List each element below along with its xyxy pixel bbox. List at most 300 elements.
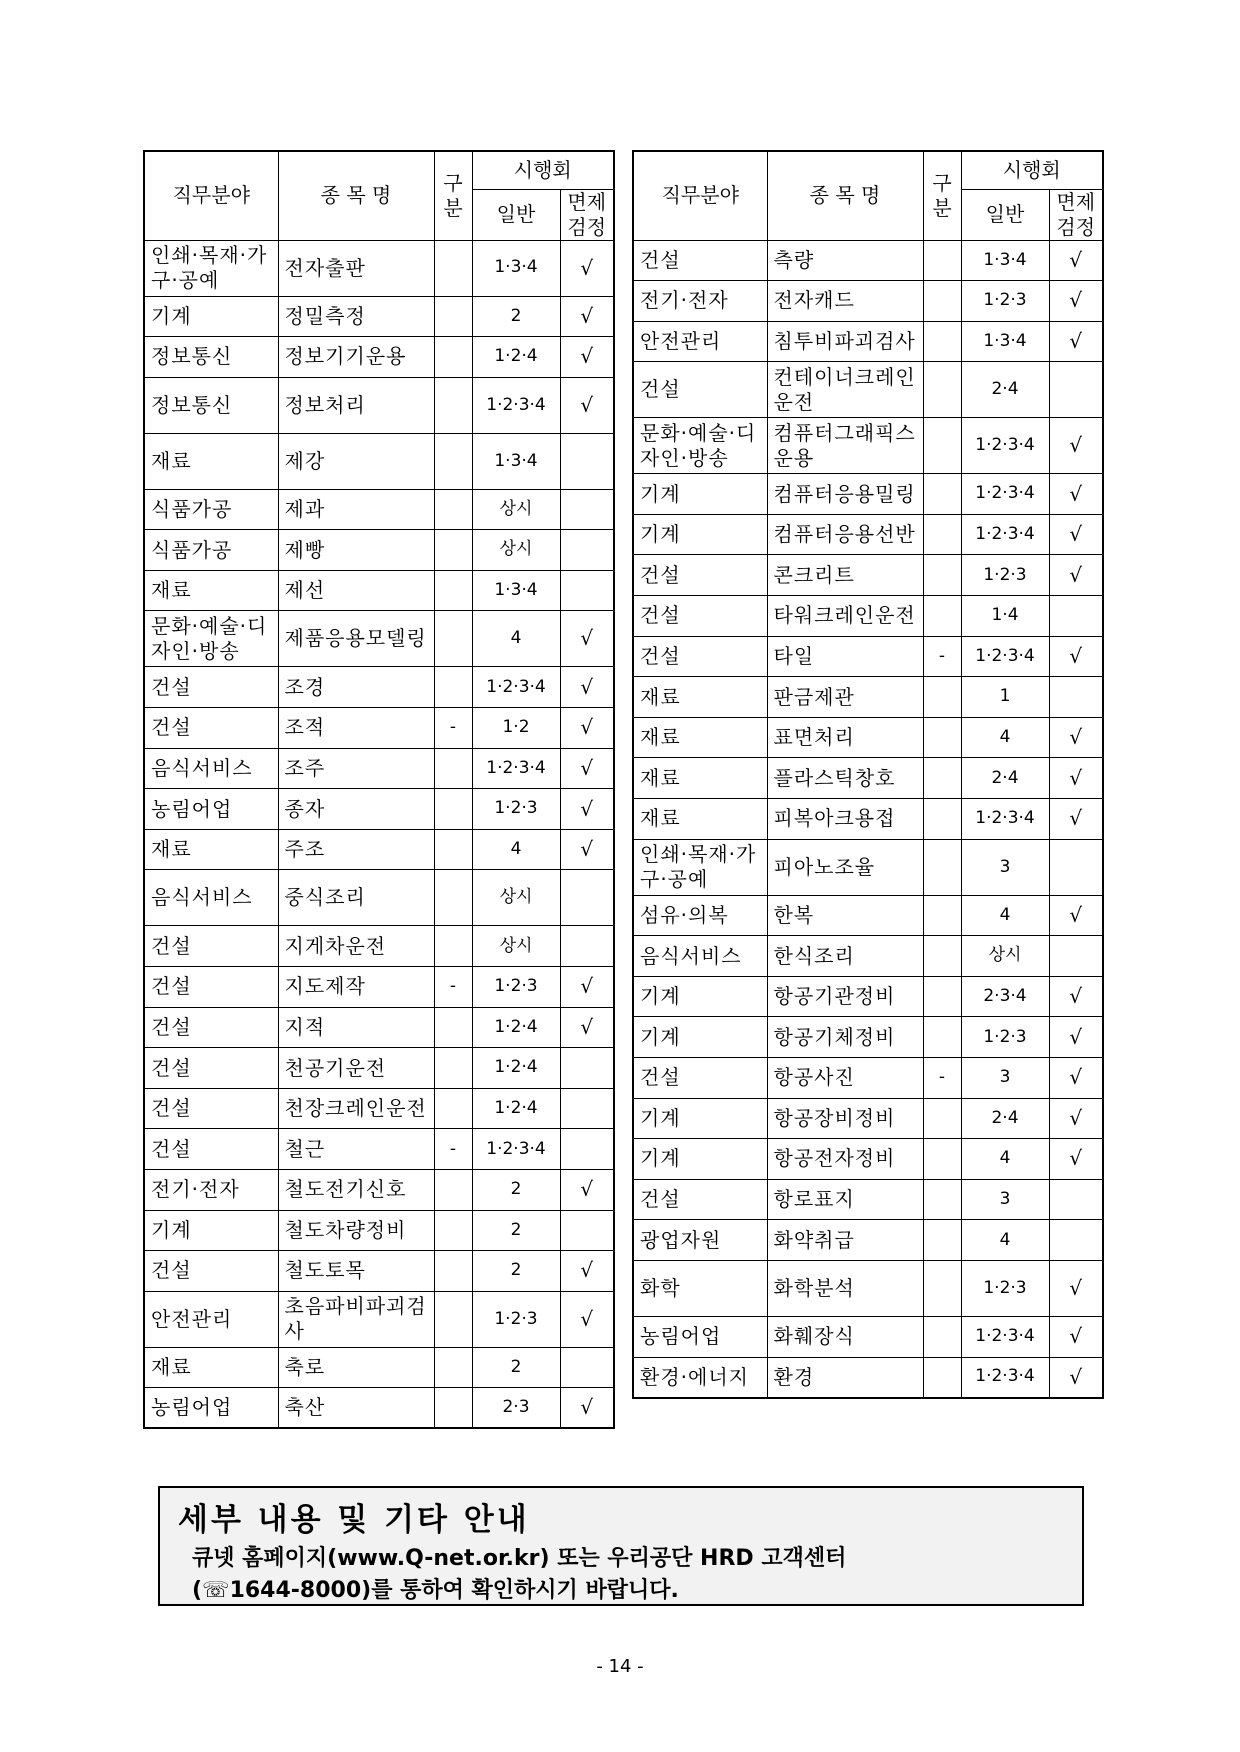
gubun-cell bbox=[923, 474, 961, 515]
gubun-cell bbox=[434, 433, 472, 489]
gubun-cell bbox=[923, 1017, 961, 1058]
header-name: 종 목 명 bbox=[767, 151, 923, 240]
exempt-cell: √ bbox=[1049, 474, 1103, 515]
field-cell: 기계 bbox=[633, 1139, 767, 1180]
table-body-right bbox=[633, 240, 1103, 1398]
field-cell: 식품가공 bbox=[144, 530, 278, 571]
gubun-cell: - bbox=[923, 1058, 961, 1099]
exempt-cell: √ bbox=[1049, 418, 1103, 474]
table-row bbox=[633, 976, 1103, 1017]
general-cell: 1·3·4 bbox=[961, 240, 1049, 281]
field-cell: 건설 bbox=[144, 926, 278, 967]
table-row bbox=[633, 281, 1103, 322]
exempt-cell: √ bbox=[1049, 514, 1103, 555]
general-cell: 4 bbox=[472, 829, 560, 870]
table-row bbox=[144, 570, 614, 611]
field-cell: 재료 bbox=[633, 717, 767, 758]
gubun-cell bbox=[434, 870, 472, 926]
exempt-cell: √ bbox=[560, 1388, 614, 1429]
general-cell: 상시 bbox=[472, 489, 560, 530]
general-cell: 1·2·3 bbox=[961, 1017, 1049, 1058]
name-cell: 피복아크용접 bbox=[767, 799, 923, 840]
table-row bbox=[144, 1291, 614, 1347]
general-cell: 4 bbox=[961, 895, 1049, 936]
name-cell: 환경 bbox=[767, 1357, 923, 1398]
general-cell: 3 bbox=[961, 1179, 1049, 1220]
table-row bbox=[144, 1088, 614, 1129]
table-row bbox=[633, 758, 1103, 799]
name-cell: 표면처리 bbox=[767, 717, 923, 758]
field-cell: 재료 bbox=[144, 570, 278, 611]
general-cell: 2 bbox=[472, 296, 560, 337]
table-row bbox=[144, 337, 614, 378]
gubun-cell bbox=[923, 321, 961, 362]
field-cell: 안전관리 bbox=[633, 321, 767, 362]
gubun-cell: - bbox=[434, 1129, 472, 1170]
field-cell: 음식서비스 bbox=[633, 936, 767, 977]
gubun-cell bbox=[923, 1179, 961, 1220]
table-row bbox=[633, 717, 1103, 758]
field-cell: 광업자원 bbox=[633, 1220, 767, 1261]
field-cell: 기계 bbox=[633, 474, 767, 515]
exempt-cell bbox=[560, 926, 614, 967]
general-cell: 1·2·3·4 bbox=[961, 1357, 1049, 1398]
name-cell: 천장크레인운전 bbox=[278, 1088, 434, 1129]
exempt-cell: √ bbox=[1049, 1017, 1103, 1058]
field-cell: 문화·예술·디자인·방송 bbox=[144, 611, 278, 667]
name-cell: 중식조리 bbox=[278, 870, 434, 926]
table-row bbox=[633, 1220, 1103, 1261]
name-cell: 철도차량정비 bbox=[278, 1210, 434, 1251]
name-cell: 항공사진 bbox=[767, 1058, 923, 1099]
name-cell: 항공전자정비 bbox=[767, 1139, 923, 1180]
gubun-cell bbox=[923, 1260, 961, 1316]
field-cell: 기계 bbox=[144, 296, 278, 337]
table-row bbox=[633, 636, 1103, 677]
exempt-cell: √ bbox=[560, 1170, 614, 1211]
name-cell: 조주 bbox=[278, 748, 434, 789]
field-cell: 기계 bbox=[633, 976, 767, 1017]
field-cell: 음식서비스 bbox=[144, 870, 278, 926]
name-cell: 지도제작 bbox=[278, 967, 434, 1008]
field-cell: 건설 bbox=[144, 1048, 278, 1089]
gubun-cell bbox=[923, 555, 961, 596]
field-cell: 식품가공 bbox=[144, 489, 278, 530]
header-rounds: 시행회 bbox=[961, 151, 1103, 189]
gubun-cell: - bbox=[434, 967, 472, 1008]
name-cell: 지적 bbox=[278, 1007, 434, 1048]
general-cell: 1·4 bbox=[961, 596, 1049, 637]
gubun-cell bbox=[923, 936, 961, 977]
name-cell: 컴퓨터응용선반 bbox=[767, 514, 923, 555]
general-cell: 1·2·3·4 bbox=[472, 748, 560, 789]
gubun-cell bbox=[923, 1098, 961, 1139]
general-cell: 1·2·3·4 bbox=[961, 799, 1049, 840]
general-cell: 2·4 bbox=[961, 758, 1049, 799]
name-cell: 정보처리 bbox=[278, 377, 434, 433]
general-cell: 2 bbox=[472, 1170, 560, 1211]
general-cell: 3 bbox=[961, 1058, 1049, 1099]
gubun-cell bbox=[923, 976, 961, 1017]
exempt-cell: √ bbox=[1049, 321, 1103, 362]
general-cell: 상시 bbox=[472, 530, 560, 571]
name-cell: 조적 bbox=[278, 708, 434, 749]
exempt-cell: √ bbox=[560, 708, 614, 749]
gubun-cell bbox=[923, 758, 961, 799]
general-cell: 1·2·3·4 bbox=[961, 474, 1049, 515]
general-cell: 1·2·3·4 bbox=[472, 667, 560, 708]
header-exempt: 면제검정 bbox=[1049, 189, 1103, 240]
table-row bbox=[633, 1058, 1103, 1099]
exempt-cell: √ bbox=[560, 377, 614, 433]
field-cell: 기계 bbox=[633, 1098, 767, 1139]
name-cell: 화훼장식 bbox=[767, 1316, 923, 1357]
field-cell: 건설 bbox=[633, 596, 767, 637]
exempt-cell bbox=[560, 1129, 614, 1170]
exempt-cell: √ bbox=[1049, 636, 1103, 677]
table-row bbox=[633, 1260, 1103, 1316]
general-cell: 1·2·3·4 bbox=[961, 1316, 1049, 1357]
gubun-cell bbox=[434, 377, 472, 433]
table-row bbox=[144, 377, 614, 433]
name-cell: 제강 bbox=[278, 433, 434, 489]
gubun-cell bbox=[923, 514, 961, 555]
exempt-cell: √ bbox=[1049, 717, 1103, 758]
field-cell: 전기·전자 bbox=[633, 281, 767, 322]
name-cell: 타일 bbox=[767, 636, 923, 677]
general-cell: 4 bbox=[961, 1139, 1049, 1180]
exempt-cell bbox=[560, 870, 614, 926]
field-cell: 환경·에너지 bbox=[633, 1357, 767, 1398]
exempt-cell: √ bbox=[1049, 1260, 1103, 1316]
general-cell: 1·2·3 bbox=[472, 967, 560, 1008]
field-cell: 정보통신 bbox=[144, 377, 278, 433]
field-cell: 안전관리 bbox=[144, 1291, 278, 1347]
field-cell: 기계 bbox=[633, 514, 767, 555]
field-cell: 건설 bbox=[144, 708, 278, 749]
name-cell: 지게차운전 bbox=[278, 926, 434, 967]
general-cell: 1·3·4 bbox=[472, 240, 560, 296]
exempt-cell bbox=[1049, 1179, 1103, 1220]
field-cell: 인쇄·목재·가구·공예 bbox=[633, 839, 767, 895]
gubun-cell bbox=[434, 1007, 472, 1048]
table-row bbox=[633, 895, 1103, 936]
name-cell: 철도전기신호 bbox=[278, 1170, 434, 1211]
table-row bbox=[633, 1179, 1103, 1220]
gubun-cell bbox=[434, 240, 472, 296]
field-cell: 재료 bbox=[633, 677, 767, 718]
field-cell: 재료 bbox=[144, 829, 278, 870]
general-cell: 2 bbox=[472, 1210, 560, 1251]
table-row bbox=[633, 596, 1103, 637]
table-row bbox=[144, 433, 614, 489]
notice-box bbox=[158, 1486, 1084, 1606]
exempt-cell bbox=[1049, 596, 1103, 637]
field-cell: 기계 bbox=[633, 1017, 767, 1058]
gubun-cell bbox=[923, 799, 961, 840]
gubun-cell bbox=[434, 1170, 472, 1211]
general-cell: 1·2·4 bbox=[472, 1007, 560, 1048]
exempt-cell: √ bbox=[560, 667, 614, 708]
general-cell: 2 bbox=[472, 1347, 560, 1388]
exempt-cell bbox=[1049, 936, 1103, 977]
field-cell: 농림어업 bbox=[144, 1388, 278, 1429]
gubun-cell bbox=[434, 611, 472, 667]
field-cell: 건설 bbox=[633, 555, 767, 596]
gubun-cell bbox=[923, 1316, 961, 1357]
exempt-cell: √ bbox=[1049, 555, 1103, 596]
name-cell: 제품응용모델링 bbox=[278, 611, 434, 667]
general-cell: 1·2·4 bbox=[472, 1048, 560, 1089]
gubun-cell bbox=[434, 1347, 472, 1388]
table-row bbox=[144, 1007, 614, 1048]
table-row bbox=[144, 240, 614, 296]
general-cell: 1 bbox=[961, 677, 1049, 718]
table-row bbox=[144, 1347, 614, 1388]
table-row bbox=[144, 748, 614, 789]
exempt-cell bbox=[560, 1210, 614, 1251]
general-cell: 상시 bbox=[472, 870, 560, 926]
general-cell: 2 bbox=[472, 1251, 560, 1292]
gubun-cell bbox=[434, 530, 472, 571]
field-cell: 기계 bbox=[144, 1210, 278, 1251]
exempt-cell bbox=[560, 489, 614, 530]
qualification-table-right bbox=[632, 150, 1104, 1399]
field-cell: 재료 bbox=[633, 799, 767, 840]
name-cell: 천공기운전 bbox=[278, 1048, 434, 1089]
general-cell: 1·2·4 bbox=[472, 1088, 560, 1129]
general-cell: 1·3·4 bbox=[961, 321, 1049, 362]
table-row bbox=[633, 1316, 1103, 1357]
exempt-cell: √ bbox=[1049, 1098, 1103, 1139]
table-row bbox=[633, 1017, 1103, 1058]
table-row bbox=[633, 321, 1103, 362]
table-row bbox=[633, 418, 1103, 474]
name-cell: 화약취급 bbox=[767, 1220, 923, 1261]
field-cell: 건설 bbox=[144, 1007, 278, 1048]
exempt-cell: √ bbox=[560, 789, 614, 830]
field-cell: 정보통신 bbox=[144, 337, 278, 378]
general-cell: 2·3 bbox=[472, 1388, 560, 1429]
field-cell: 건설 bbox=[144, 1088, 278, 1129]
exempt-cell: √ bbox=[560, 1251, 614, 1292]
table-row bbox=[144, 708, 614, 749]
gubun-cell bbox=[923, 1139, 961, 1180]
table-row bbox=[633, 936, 1103, 977]
exempt-cell: √ bbox=[560, 967, 614, 1008]
exempt-cell bbox=[1049, 362, 1103, 418]
name-cell: 축산 bbox=[278, 1388, 434, 1429]
gubun-cell bbox=[434, 1388, 472, 1429]
field-cell: 농림어업 bbox=[633, 1316, 767, 1357]
header-exempt: 면제검정 bbox=[560, 189, 614, 240]
gubun-cell bbox=[434, 570, 472, 611]
field-cell: 재료 bbox=[144, 1347, 278, 1388]
exempt-cell bbox=[560, 1088, 614, 1129]
table-row bbox=[144, 1388, 614, 1429]
general-cell: 4 bbox=[961, 717, 1049, 758]
field-cell: 농림어업 bbox=[144, 789, 278, 830]
exempt-cell: √ bbox=[560, 829, 614, 870]
field-cell: 건설 bbox=[633, 362, 767, 418]
field-cell: 건설 bbox=[633, 636, 767, 677]
notice-title: 세부 내용 및 기타 안내 bbox=[178, 1502, 530, 1538]
general-cell: 1·2·3 bbox=[961, 555, 1049, 596]
exempt-cell bbox=[560, 1048, 614, 1089]
name-cell: 콘크리트 bbox=[767, 555, 923, 596]
name-cell: 전자캐드 bbox=[767, 281, 923, 322]
table-row bbox=[144, 926, 614, 967]
name-cell: 조경 bbox=[278, 667, 434, 708]
gubun-cell bbox=[434, 1291, 472, 1347]
name-cell: 제선 bbox=[278, 570, 434, 611]
name-cell: 컴퓨터응용밀링 bbox=[767, 474, 923, 515]
gubun-cell bbox=[434, 1210, 472, 1251]
general-cell: 3 bbox=[961, 839, 1049, 895]
name-cell: 항공장비정비 bbox=[767, 1098, 923, 1139]
name-cell: 정보기기운용 bbox=[278, 337, 434, 378]
name-cell: 타워크레인운전 bbox=[767, 596, 923, 637]
field-cell: 전기·전자 bbox=[144, 1170, 278, 1211]
general-cell: 2·4 bbox=[961, 362, 1049, 418]
general-cell: 1·2·3 bbox=[961, 281, 1049, 322]
table-row bbox=[633, 677, 1103, 718]
exempt-cell: √ bbox=[1049, 1139, 1103, 1180]
field-cell: 건설 bbox=[144, 667, 278, 708]
page-number: - 14 - bbox=[596, 1656, 644, 1677]
exempt-cell bbox=[560, 1347, 614, 1388]
exempt-cell: √ bbox=[1049, 758, 1103, 799]
exempt-cell bbox=[560, 433, 614, 489]
table-row bbox=[144, 789, 614, 830]
name-cell: 항공기관정비 bbox=[767, 976, 923, 1017]
general-cell: 2·4 bbox=[961, 1098, 1049, 1139]
general-cell: 2·3·4 bbox=[961, 976, 1049, 1017]
general-cell: 상시 bbox=[961, 936, 1049, 977]
gubun-cell bbox=[923, 839, 961, 895]
general-cell: 1·3·4 bbox=[472, 570, 560, 611]
gubun-cell bbox=[923, 717, 961, 758]
exempt-cell bbox=[560, 530, 614, 571]
name-cell: 철근 bbox=[278, 1129, 434, 1170]
gubun-cell bbox=[434, 926, 472, 967]
field-cell: 건설 bbox=[633, 1179, 767, 1220]
exempt-cell: √ bbox=[1049, 240, 1103, 281]
field-cell: 건설 bbox=[144, 1251, 278, 1292]
gubun-cell bbox=[434, 748, 472, 789]
field-cell: 건설 bbox=[633, 1058, 767, 1099]
exempt-cell: √ bbox=[1049, 976, 1103, 1017]
name-cell: 항공기체정비 bbox=[767, 1017, 923, 1058]
exempt-cell bbox=[1049, 839, 1103, 895]
field-cell: 화학 bbox=[633, 1260, 767, 1316]
exempt-cell: √ bbox=[1049, 281, 1103, 322]
header-gubun: 구분 bbox=[923, 151, 961, 240]
table-row bbox=[633, 839, 1103, 895]
exempt-cell: √ bbox=[560, 1007, 614, 1048]
table-row bbox=[144, 1170, 614, 1211]
field-cell: 음식서비스 bbox=[144, 748, 278, 789]
name-cell: 피아노조율 bbox=[767, 839, 923, 895]
header-field: 직무분야 bbox=[633, 151, 767, 240]
general-cell: 1·2·3 bbox=[472, 1291, 560, 1347]
name-cell: 제과 bbox=[278, 489, 434, 530]
name-cell: 컨테이너크레인운전 bbox=[767, 362, 923, 418]
table-row bbox=[633, 514, 1103, 555]
general-cell: 1·2·3·4 bbox=[961, 418, 1049, 474]
exempt-cell: √ bbox=[1049, 1316, 1103, 1357]
gubun-cell: - bbox=[434, 708, 472, 749]
name-cell: 침투비파괴검사 bbox=[767, 321, 923, 362]
gubun-cell bbox=[434, 789, 472, 830]
notice-line-1: 큐넷 홈페이지(www.Q-net.or.kr) 또는 우리공단 HRD 고객센터 bbox=[192, 1546, 847, 1571]
gubun-cell bbox=[923, 362, 961, 418]
table-row bbox=[144, 1251, 614, 1292]
field-cell: 재료 bbox=[144, 433, 278, 489]
table-row bbox=[144, 870, 614, 926]
exempt-cell: √ bbox=[560, 296, 614, 337]
exempt-cell: √ bbox=[560, 1291, 614, 1347]
general-cell: 1·2·3·4 bbox=[472, 377, 560, 433]
general-cell: 1·2·3·4 bbox=[961, 636, 1049, 677]
table-row bbox=[633, 240, 1103, 281]
header-name: 종 목 명 bbox=[278, 151, 434, 240]
gubun-cell bbox=[434, 337, 472, 378]
table-row bbox=[144, 489, 614, 530]
table-row bbox=[144, 530, 614, 571]
field-cell: 섬유·의복 bbox=[633, 895, 767, 936]
header-field: 직무분야 bbox=[144, 151, 278, 240]
gubun-cell bbox=[923, 281, 961, 322]
table-row bbox=[633, 555, 1103, 596]
gubun-cell bbox=[923, 596, 961, 637]
field-cell: 건설 bbox=[144, 1129, 278, 1170]
table-row bbox=[144, 1210, 614, 1251]
exempt-cell bbox=[560, 570, 614, 611]
exempt-cell: √ bbox=[1049, 799, 1103, 840]
field-cell: 인쇄·목재·가구·공예 bbox=[144, 240, 278, 296]
gubun-cell bbox=[434, 829, 472, 870]
table-row bbox=[633, 1139, 1103, 1180]
general-cell: 1·3·4 bbox=[472, 433, 560, 489]
name-cell: 플라스틱창호 bbox=[767, 758, 923, 799]
qualification-table-left bbox=[143, 150, 615, 1429]
name-cell: 철도토목 bbox=[278, 1251, 434, 1292]
name-cell: 종자 bbox=[278, 789, 434, 830]
general-cell: 4 bbox=[961, 1220, 1049, 1261]
gubun-cell bbox=[434, 296, 472, 337]
gubun-cell bbox=[923, 895, 961, 936]
name-cell: 축로 bbox=[278, 1347, 434, 1388]
table-row bbox=[633, 1098, 1103, 1139]
exempt-cell: √ bbox=[560, 611, 614, 667]
name-cell: 정밀측정 bbox=[278, 296, 434, 337]
name-cell: 주조 bbox=[278, 829, 434, 870]
header-general: 일반 bbox=[472, 189, 560, 240]
gubun-cell bbox=[923, 1357, 961, 1398]
exempt-cell: √ bbox=[560, 748, 614, 789]
name-cell: 한복 bbox=[767, 895, 923, 936]
name-cell: 판금제관 bbox=[767, 677, 923, 718]
general-cell: 1·2·3·4 bbox=[961, 514, 1049, 555]
field-cell: 재료 bbox=[633, 758, 767, 799]
header-gubun: 구분 bbox=[434, 151, 472, 240]
field-cell: 문화·예술·디자인·방송 bbox=[633, 418, 767, 474]
table-row bbox=[144, 1129, 614, 1170]
table-body-left bbox=[144, 240, 614, 1428]
table-row bbox=[633, 1357, 1103, 1398]
gubun-cell bbox=[923, 677, 961, 718]
